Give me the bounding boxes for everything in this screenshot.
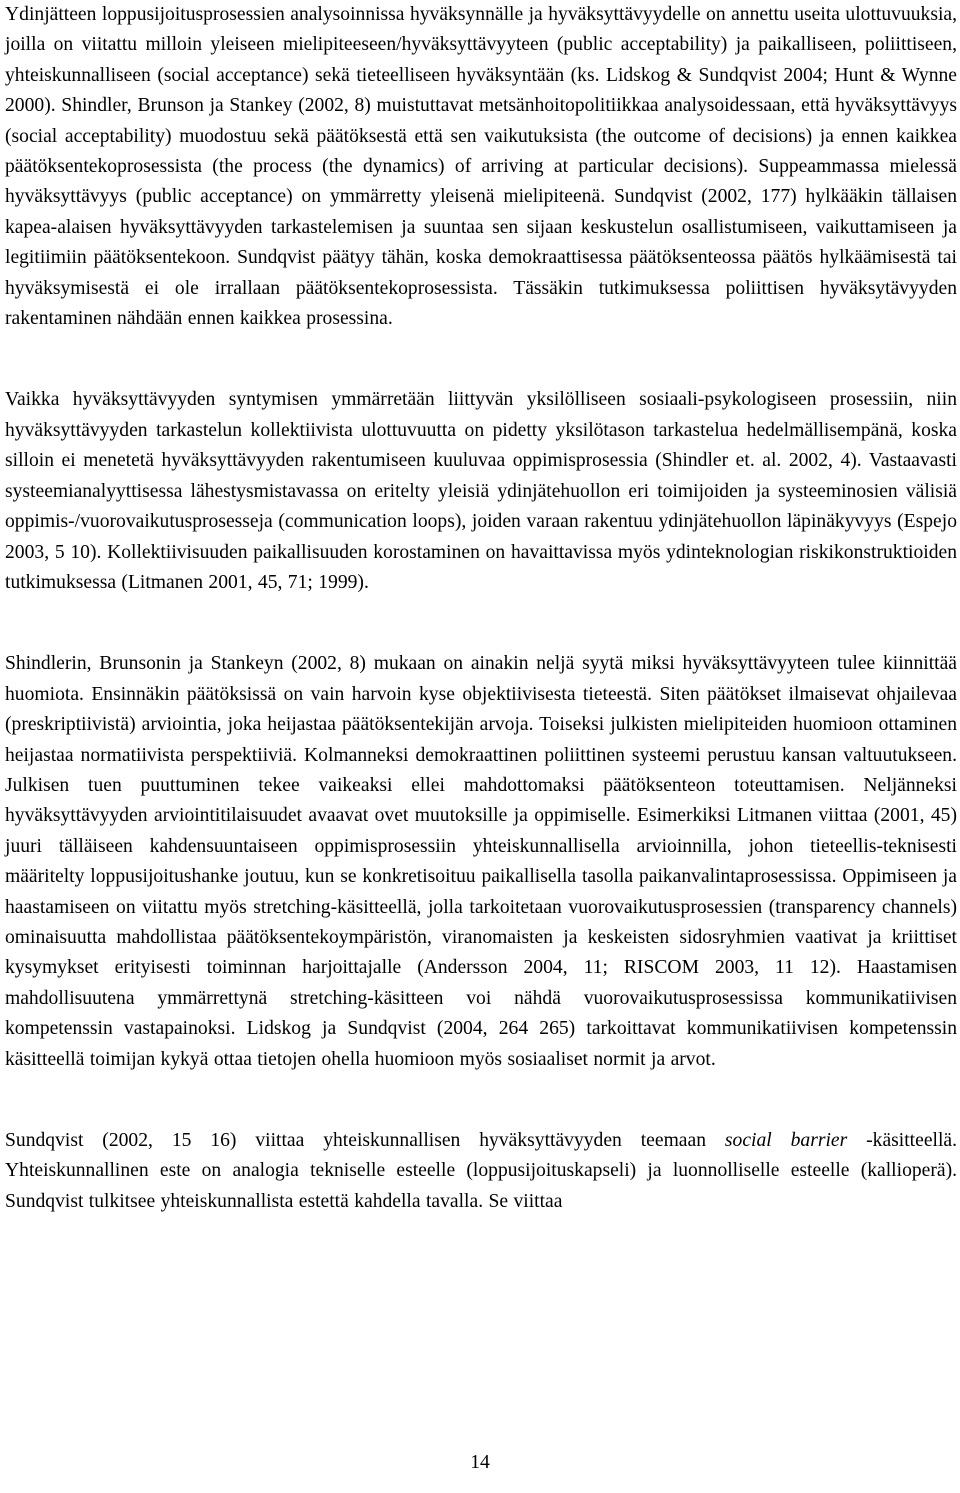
paragraph-social-barrier xyxy=(5,1126,957,1217)
document-page xyxy=(5,0,957,1217)
paragraph-text-after: -käsitteellä. Yhteiskunnallinen este on analogia tekniselle esteelle (loppusijoituskapseli) ja luonnolliselle esteelle (kallioperä). Sundqvist tulkitsee yhteiskunnallista estettä kahdella tavalla. Se viittaa xyxy=(5,1130,958,1212)
paragraph-text-before: Sundqvist (2002, 15 16) viittaa yhteiskunnallisen hyväksyttävyyden teemaan xyxy=(5,1130,725,1151)
paragraph-acceptability-dimensions: Ydinjätteen loppusijoitusprosessien analysoinnissa hyväksynnälle ja hyväksyttävyydelle on annettu useita ulottuvuuksia, joilla on viitattu milloin yleiseen mielipiteeseen/hyväksyttävyyteen (public acceptability) ja paikalliseen, poliittiseen, yhteiskunnalliseen (social acceptance) sekä tieteelliseen hyväksyntään (ks. Lidskog & Sundqvist 2004; Hunt & Wynne 2000). Shindler, Brunson ja Stankey (2002, 8) muistuttavat metsänhoitopolitiikkaa analysoidessaan, että hyväksyttävyys (social acceptability) muodostuu sekä päätöksestä että sen vaikutuksista (the outcome of decisions) ja ennen kaikkea päätöksentekoprosessista (the process (the dynamics) of arriving at particular decisions). Suppeammassa mielessä hyväksyttävyys (public acceptance) on ymmärretty yleisenä mielipiteenä. Sundqvist (2002, 177) hylkääkin tällaisen kapea-alaisen hyväksyttävyyden tarkastelemisen ja suuntaa sen sijaan keskustelun osallistumiseen, vaikuttamiseen ja legitiimiin päätöksentekoon. Sundqvist päätyy tähän, koska demokraattisessa päätöksenteossa päätös hylkäämisestä tai hyväksymisestä ei ole irrallaan päätöksentekoprosessista. Tässäkin tutkimuksessa poliittisen hyväksytävyyden rakentaminen nähdään ennen kaikkea prosessina. xyxy=(5,4,957,330)
paragraph-collective-learning: Vaikka hyväksyttävyyden syntymisen ymmärretään liittyvän yksilölliseen sosiaali-psykologiseen prosessiin, niin hyväksyttävyyden tarkastelun kollektiivista ulottuvuutta on pidetty yksilötason tarkastelua hedelmällisempänä, koska silloin ei menetetä hyväksyttävyyden rakentumiseen kuuluvaa oppimisprosessia (Shindler et. al. 2002, 4). Vastaavasti systeemianalyyttisessa lähestysmistavassa on eritelty yleisiä ydinjätehuollon eri toimijoiden ja systeeminosien välisiä oppimis-/vuorovaikutusprosesseja (communication loops), joiden varaan rakentuu ydinjätehuollon läpinäkyvyys (Espejo 2003, 5 10). Kollektiivisuuden paikallisuuden korostaminen on havaittavissa myös ydinteknologian riskikonstruktioiden tutkimuksessa (Litmanen 2001, 45, 71; 1999). xyxy=(5,389,957,593)
italic-term-social-barrier: social barrier xyxy=(724,1130,848,1151)
paragraph-four-reasons: Shindlerin, Brunsonin ja Stankeyn (2002, 8) mukaan on ainakin neljä syytä miksi hyväksyttävyyteen tulee kiinnittää huomiota. Ensinnäkin päätöksissä on vain harvoin kyse objektiivisesta tieteestä. Siten päätökset ilmaisevat ohjailevaa (preskriptiivistä) arviointia, joka heijastaa päätöksentekijän arvoja. Toiseksi julkisten mielipiteiden huomioon ottaminen heijastaa normatiivista perspektiiviä. Kolmanneksi demokraattinen poliittinen systeemi perustuu kansan valtuutukseen. Julkisen tuen puuttuminen tekee vaikeaksi ellei mahdottomaksi päätöksenteon toteuttamisen. Neljänneksi hyväksyttävyyden arviointitilaisuudet avaavat ovet muutoksille ja oppimiselle. Esimerkiksi Litmanen viittaa (2001, 45) juuri tälläiseen kahdensuuntaiseen oppimisprosessiin yhteiskunnallisella arvioinnilla, johon tieteellis-teknisesti määritelty loppusijoitushanke joutuu, kun se konkretisoituu paikallisella tasolla paikanvalintaprosessissa. Oppimiseen ja haastamiseen on viitattu myös stretching-käsitteellä, jolla tarkoitetaan vuorovaikutusprosessien (transparency channels) ominaisuutta mahdollistaa päätöksentekoympäristön, viranomaisten ja keskeisten sidosryhmien vaativat ja kriittiset kysymykset erityisesti toiminnan harjoittajalle (Andersson 2004, 11; RISCOM 2003, 11 12). Haastamisen mahdollisuutena ymmärrettynä stretching-käsitteen voi nähdä vuorovaikutusprosessissa kommunikatiivisen kompetenssin vastapainoksi. Lidskog ja Sundqvist (2004, 264 265) tarkoittavat kommunikatiivisen kompetenssin käsitteellä toimijan kykyä ottaa tietojen ohella huomioon myös sosiaaliset normit ja arvot. xyxy=(5,653,957,1070)
page-number: 14 xyxy=(470,1452,490,1473)
